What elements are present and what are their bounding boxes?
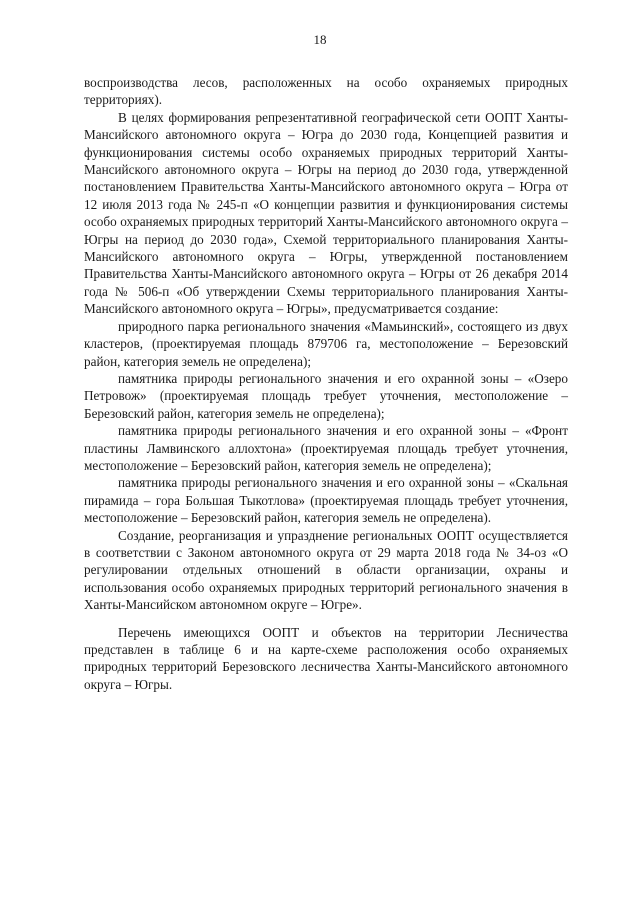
list-item-rock-pyramid: памятника природы регионального значения и его охранной зоны – «Скальная пирамида – гора Большая Тыкотлова» (проектируемая площадь требует уточнения, местоположение – Березовский район, категория земель не определена). — [84, 475, 568, 526]
document-body — [84, 74, 568, 693]
paragraph-legal-basis: Создание, реорганизация и упразднение региональных ООПТ осуществляется в соответствии с Законом автономного округа от 29 марта 2018 года № 34-оз «О регулировании отдельных отношений в области организации, охраны и использования особо охраняемых природных территорий регионального значения в Ханты-Мансийском автономном округе – Югре». — [84, 527, 568, 613]
paragraph-oopt-network: В целях формирования репрезентативной географической сети ООПТ Ханты-Мансийского автономного округа – Югра до 2030 года, Концепцией развития и функционирования системы особо охраняемых природных территорий Ханты-Мансийского автономного округа – Югры на период до 2030 года, утвержденной постановлением Правительства Ханты-Мансийского автономного округа – Югра от 12 июля 2013 года № 245-п «О концепции развития и функционирования системы особо охраняемых природных территорий Ханты-Мансийского автономного округа – Югры на период до 2030 года», Схемой территориального планирования Ханты-Мансийского автономного округа – Югры, утвержденной постановлением Правительства Ханты-Мансийского автономного округа – Югры от 26 декабря 2014 года № 506-п «Об утверждении Схемы территориального планирования Ханты-Мансийского автономного округа – Югры», предусматривается создание: — [84, 109, 568, 317]
paragraph-list-reference: Перечень имеющихся ООПТ и объектов на территории Лесничества представлен в таблице 6 и на карте-схеме расположения особо охраняемых природных территорий Березовского лесничества Ханты-Мансийского автономного округа – Югры. — [84, 624, 568, 692]
list-item-lake-petrovozh: памятника природы регионального значения и его охранной зоны – «Озеро Петровож» (проектируемая площадь требует уточнения, местоположение – Березовский район, категория земель не определена); — [84, 370, 568, 421]
list-item-nature-park: природного парка регионального значения «Мамьинский», состоящего из двух кластеров, (проектируемая площадь 879706 га, местоположение – Березовский район, категория земель не определена); — [84, 318, 568, 369]
page-number: 18 — [313, 32, 327, 47]
list-item-lamvinsky-front: памятника природы регионального значения и его охранной зоны – «Фронт пластины Ламвинского аллохтона» (проектируемая площадь требует уточнения, местоположение – Березовский район, категория земель не определена); — [84, 423, 568, 473]
paragraph-continuation: воспроизводства лесов, расположенных на особо охраняемых природных территориях). — [84, 75, 568, 108]
